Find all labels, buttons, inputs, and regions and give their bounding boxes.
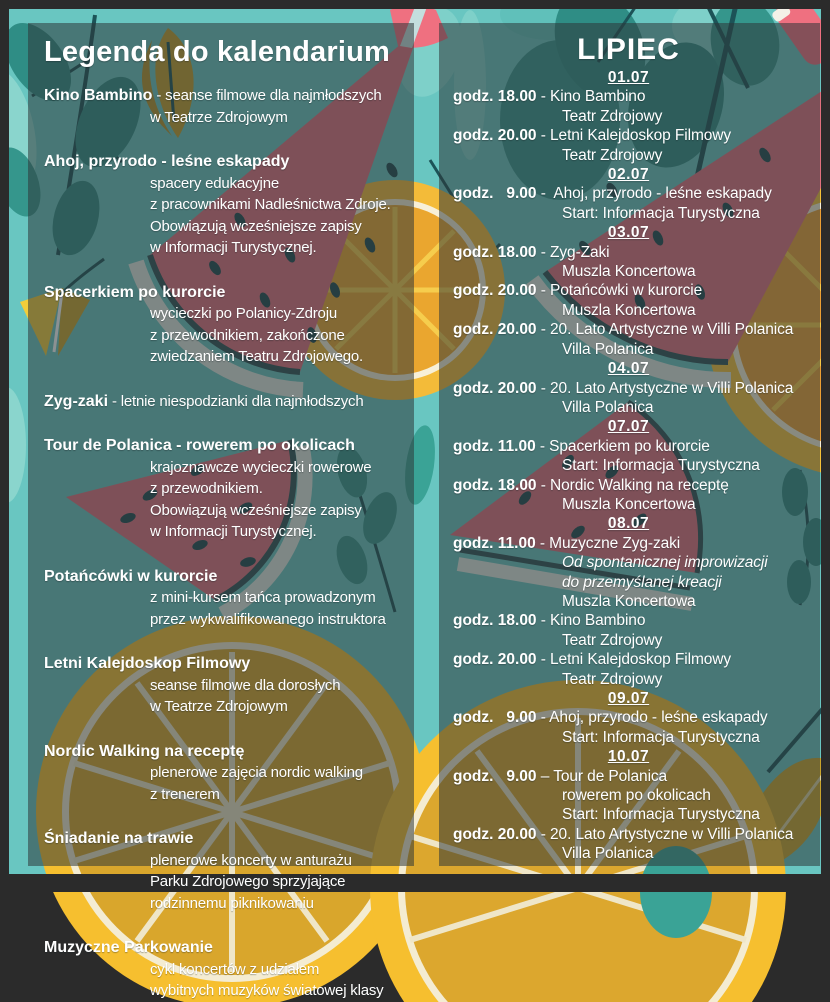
calendar-venue-line: Teatr Zdrojowy	[562, 631, 663, 649]
calendar-event-title: - 20. Lato Artystyczne w Villi Polanica	[536, 321, 794, 339]
legend-entry-detail-line: w Teatrze Zdrojowym	[150, 108, 288, 126]
calendar-event-line	[439, 437, 818, 456]
legend-entry	[44, 85, 408, 128]
legend-entry-detail-line: w Informacji Turystycznej.	[150, 239, 317, 256]
legend-entry-name: Śniadanie na trawie	[44, 830, 194, 847]
calendar-event-title: - Kino Bambino	[536, 88, 646, 106]
legend-entry	[44, 391, 408, 413]
calendar-event-time: godz. 9.00	[453, 767, 537, 785]
calendar-event-title: - Letni Kalejdoskop Filmowy	[536, 651, 732, 669]
calendar-event-title: – Tour de Polanica	[536, 767, 668, 785]
legend-entry-description: - seanse filmowe dla najmłodszych	[152, 87, 382, 104]
calendar-event-time: godz. 20.00	[453, 825, 537, 843]
calendar-event-line	[439, 87, 818, 106]
calendar-panel	[439, 23, 820, 866]
calendar-venue-line: Start: Informacja Turystyczna	[562, 457, 760, 475]
calendar-event-title: - Letni Kalejdoskop Filmowy	[536, 127, 732, 145]
calendar-venue-line: Villa Polanica	[562, 398, 654, 416]
calendar-event-title: - Ahoj, przyrodo - leśne eskapady	[536, 185, 772, 203]
legend-entry-name-line	[44, 391, 408, 413]
calendar-event-line	[439, 534, 818, 553]
calendar-date: 10.07	[607, 748, 650, 766]
calendar-event-time: godz. 20.00	[453, 379, 537, 397]
legend-entry-detail-line: z przewodnikiem.	[150, 480, 263, 497]
calendar-days	[439, 68, 818, 864]
legend-entry-detail-line: przez wykwalifikowanego instruktora	[150, 610, 386, 628]
calendar-event-time: godz. 18.00	[453, 612, 537, 630]
calendar-event-line	[439, 320, 818, 339]
legend-entry	[44, 653, 408, 718]
legend-panel	[28, 23, 414, 999]
legend-entry-detail-line: wycieczki po Polanicy-Zdroju	[150, 305, 337, 322]
legend-entry-name: Tour de Polanica - rowerem po okolicach	[44, 437, 355, 454]
calendar-event-time: godz. 18.00	[453, 476, 537, 494]
calendar-event-title: - Kino Bambino	[536, 612, 646, 630]
calendar-date: 09.07	[607, 690, 650, 707]
legend-entry	[44, 282, 408, 368]
calendar-event-title: - Nordic Walking na receptę	[536, 476, 729, 494]
calendar-date: 02.07	[607, 166, 650, 184]
legend-entry-name: Muzyczne Parkowanie	[44, 939, 213, 956]
calendar-event-line	[439, 611, 818, 630]
legend-entry-name-line	[44, 741, 408, 763]
calendar-event-time: godz. 18.00	[453, 88, 537, 106]
calendar-event-time: godz. 9.00	[453, 185, 537, 203]
calendar-venue-line: Villa Polanica	[562, 340, 654, 358]
calendar-event-line	[439, 767, 818, 786]
legend-entry-detail-line: wybitnych muzyków światowej klasy	[150, 982, 384, 999]
legend-entry-name-line	[44, 828, 408, 850]
legend-entry-detail-line: cykl koncertów z udziałem	[150, 960, 320, 978]
calendar-event-title: - Muzyczne Zyg-zaki	[535, 534, 681, 552]
legend-entry-name: Letni Kalejdoskop Filmowy	[44, 655, 251, 672]
legend-entry-detail-line: z trenerem	[150, 785, 220, 803]
legend-entry-detail-line: Parku Zdrojowego sprzyjające	[150, 873, 346, 890]
calendar-event-time: godz. 9.00	[453, 709, 537, 727]
calendar-event-line	[439, 379, 818, 398]
calendar-event-title: - Potańcówki w kurorcie	[536, 282, 703, 300]
legend-entry-detail-line: rodzinnemu piknikowaniu	[150, 894, 314, 912]
calendar-event-line	[439, 243, 818, 262]
calendar-event-line	[439, 825, 818, 844]
calendar-event-line	[439, 184, 818, 203]
calendar-event-line	[439, 126, 818, 145]
legend-entry-name: Ahoj, przyrodo - leśne eskapady	[44, 153, 290, 170]
legend-entry-detail-line: seanse filmowe dla dorosłych	[150, 676, 341, 694]
calendar-event-title: - Zyg-Zaki	[536, 243, 610, 261]
legend-entry-detail-line: zwiedzaniem Teatru Zdrojowego.	[150, 348, 364, 365]
calendar-event-time: godz. 20.00	[453, 127, 537, 145]
legend-entry-detail-line: Obowiązują wcześniejsze zapisy	[150, 217, 362, 235]
legend-entry	[44, 741, 408, 806]
calendar-event-time: godz. 18.00	[453, 243, 537, 261]
calendar-event-time: godz. 20.00	[453, 651, 537, 669]
legend-entry	[44, 435, 408, 543]
calendar-event-title: - Ahoj, przyrodo - leśne eskapady	[536, 709, 768, 727]
legend-entry-detail-line: z mini-kursem tańca prowadzonym	[150, 589, 376, 606]
legend-entry-name: Spacerkiem po kurorcie	[44, 283, 226, 301]
calendar-venue-line: Start: Informacja Turystyczna	[562, 204, 760, 222]
legend-entry	[44, 828, 408, 914]
legend-entry-name: Kino Bambino	[44, 87, 153, 104]
legend-entry-name-line	[44, 937, 408, 959]
calendar-venue-line: Teatr Zdrojowy	[562, 146, 663, 164]
legend-entry-description: - letnie niespodzianki dla najmłodszych	[108, 392, 364, 410]
calendar-date: 04.07	[607, 360, 650, 378]
legend-entry-name-line	[44, 653, 408, 675]
legend-entry-name-line	[44, 282, 408, 304]
calendar-event-subtitle-line: Od spontanicznej improwizacji	[562, 554, 768, 572]
calendar-event-line	[439, 650, 818, 669]
legend-entry-name-line	[44, 151, 408, 173]
calendar-venue-line: Muszla Koncertowa	[562, 495, 696, 513]
legend-entry-detail-line: krajoznawcze wycieczki rowerowe	[150, 458, 372, 476]
calendar-venue-line: Start: Informacja Turystyczna	[562, 806, 760, 824]
calendar-date: 03.07	[607, 224, 650, 242]
calendar-event-time: godz. 20.00	[453, 282, 537, 300]
calendar-venue-line: Muszla Koncertowa	[562, 263, 696, 281]
legend-entry	[44, 937, 408, 1002]
calendar-event-time: godz. 11.00	[453, 534, 536, 552]
legend-entry-name: Zyg-zaki	[44, 392, 109, 410]
calendar-venue-line: Start: Informacja Turystyczna	[562, 728, 760, 746]
calendar-event-title: - Spacerkiem po kurorcie	[535, 437, 710, 455]
calendar-event-time: godz. 20.00	[453, 321, 537, 339]
legend-entry-detail-line: w Informacji Turystycznej.	[150, 523, 317, 540]
legend-entry-detail-line: plenerowe zajęcia nordic walking	[150, 764, 363, 781]
calendar-venue-line: Teatr Zdrojowy	[562, 107, 663, 125]
legend-entry-name-line	[44, 435, 408, 457]
calendar-event-line	[439, 281, 818, 300]
calendar-event-line	[439, 476, 818, 495]
calendar-venue-line: Muszla Koncertowa	[562, 301, 696, 319]
legend-entry-detail-line: plenerowe koncerty w anturażu	[150, 851, 352, 869]
legend-entry-detail-line: z pracownikami Nadleśnictwa Zdroje.	[150, 196, 391, 213]
calendar-event-title: - 20. Lato Artystyczne w Villi Polanica	[536, 379, 794, 397]
legend-entry	[44, 566, 408, 631]
calendar-title: LIPIEC	[577, 33, 680, 66]
legend-entry	[44, 151, 408, 259]
calendar-event-line	[439, 708, 818, 727]
calendar-date: 01.07	[607, 69, 650, 86]
calendar-event-time: godz. 11.00	[453, 437, 536, 455]
legend-entry-detail-line: spacery edukacyjne	[150, 174, 279, 192]
calendar-venue-line: rowerem po okolicach	[562, 787, 711, 805]
legend-entry-detail-line: w Teatrze Zdrojowym	[150, 698, 288, 715]
calendar-event-title: - 20. Lato Artystyczne w Villi Polanica	[536, 825, 794, 843]
legend-entries	[44, 85, 408, 1002]
legend-entry-detail-line: Obowiązują wcześniejsze zapisy	[150, 501, 362, 519]
calendar-date: 07.07	[607, 418, 650, 436]
calendar-venue-line: Villa Polanica	[562, 845, 654, 863]
legend-entry-name: Potańcówki w kurorcie	[44, 567, 218, 585]
legend-entry-detail-line: z przewodnikiem, zakończone	[150, 326, 345, 344]
legend-entry-name-line	[44, 566, 408, 588]
calendar-event-subtitle-line: do przemyślanej kreacji	[562, 573, 722, 591]
calendar-date: 08.07	[607, 515, 650, 533]
legend-entry-name: Nordic Walking na receptę	[44, 742, 245, 760]
calendar-venue-line: Teatr Zdrojowy	[562, 670, 663, 688]
calendar-venue-line: Muszla Koncertowa	[562, 592, 696, 610]
legend-entry-name-line	[44, 85, 408, 107]
legend-title: Legenda do kalendarium	[44, 36, 391, 68]
